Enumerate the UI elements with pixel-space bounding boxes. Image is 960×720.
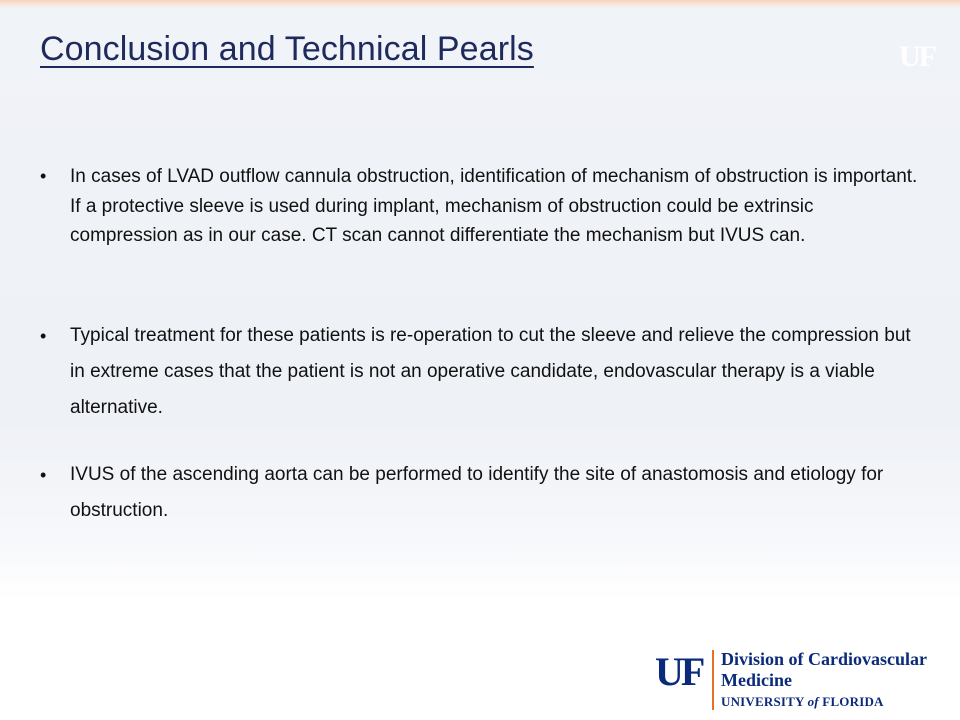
bullet-dot-icon: • — [40, 326, 47, 346]
uf-logo-mark: UF — [655, 649, 703, 694]
division-name-line2: Medicine — [721, 670, 792, 690]
top-accent-strip — [0, 0, 960, 8]
university-name — [721, 694, 884, 710]
bullet-text: Typical treatment for these patients is re-operation to cut the sleeve and relieve the compression but in extreme cases that the patient is not an operative candidate, endovascular therapy is a viable alternative. — [70, 325, 911, 418]
bullet-dot-icon: • — [40, 465, 47, 485]
bullet-text: IVUS of the ascending aorta can be performed to identify the site of anastomosis and etiology for obstruction. — [70, 464, 884, 521]
university-name-pre: UNIVERSITY — [721, 694, 805, 709]
logo-divider — [712, 650, 714, 710]
division-logo — [655, 648, 955, 714]
bullet-text: In cases of LVAD outflow cannula obstruction, identification of mechanism of obstruction is important. If a protective sleeve is used during implant, mechanism of obstruction could be extrinsic compression as in our case. CT scan cannot differentiate the mechanism but IVUS can. — [70, 166, 918, 246]
uf-watermark-logo: UF — [899, 40, 935, 73]
division-name-line1: Division of Cardiovascular — [721, 649, 928, 669]
university-name-of: of — [807, 694, 819, 709]
bullet-dot-icon: • — [40, 166, 47, 186]
university-name-post: FLORIDA — [822, 694, 884, 709]
slide-title: Conclusion and Technical Pearls — [40, 30, 534, 68]
